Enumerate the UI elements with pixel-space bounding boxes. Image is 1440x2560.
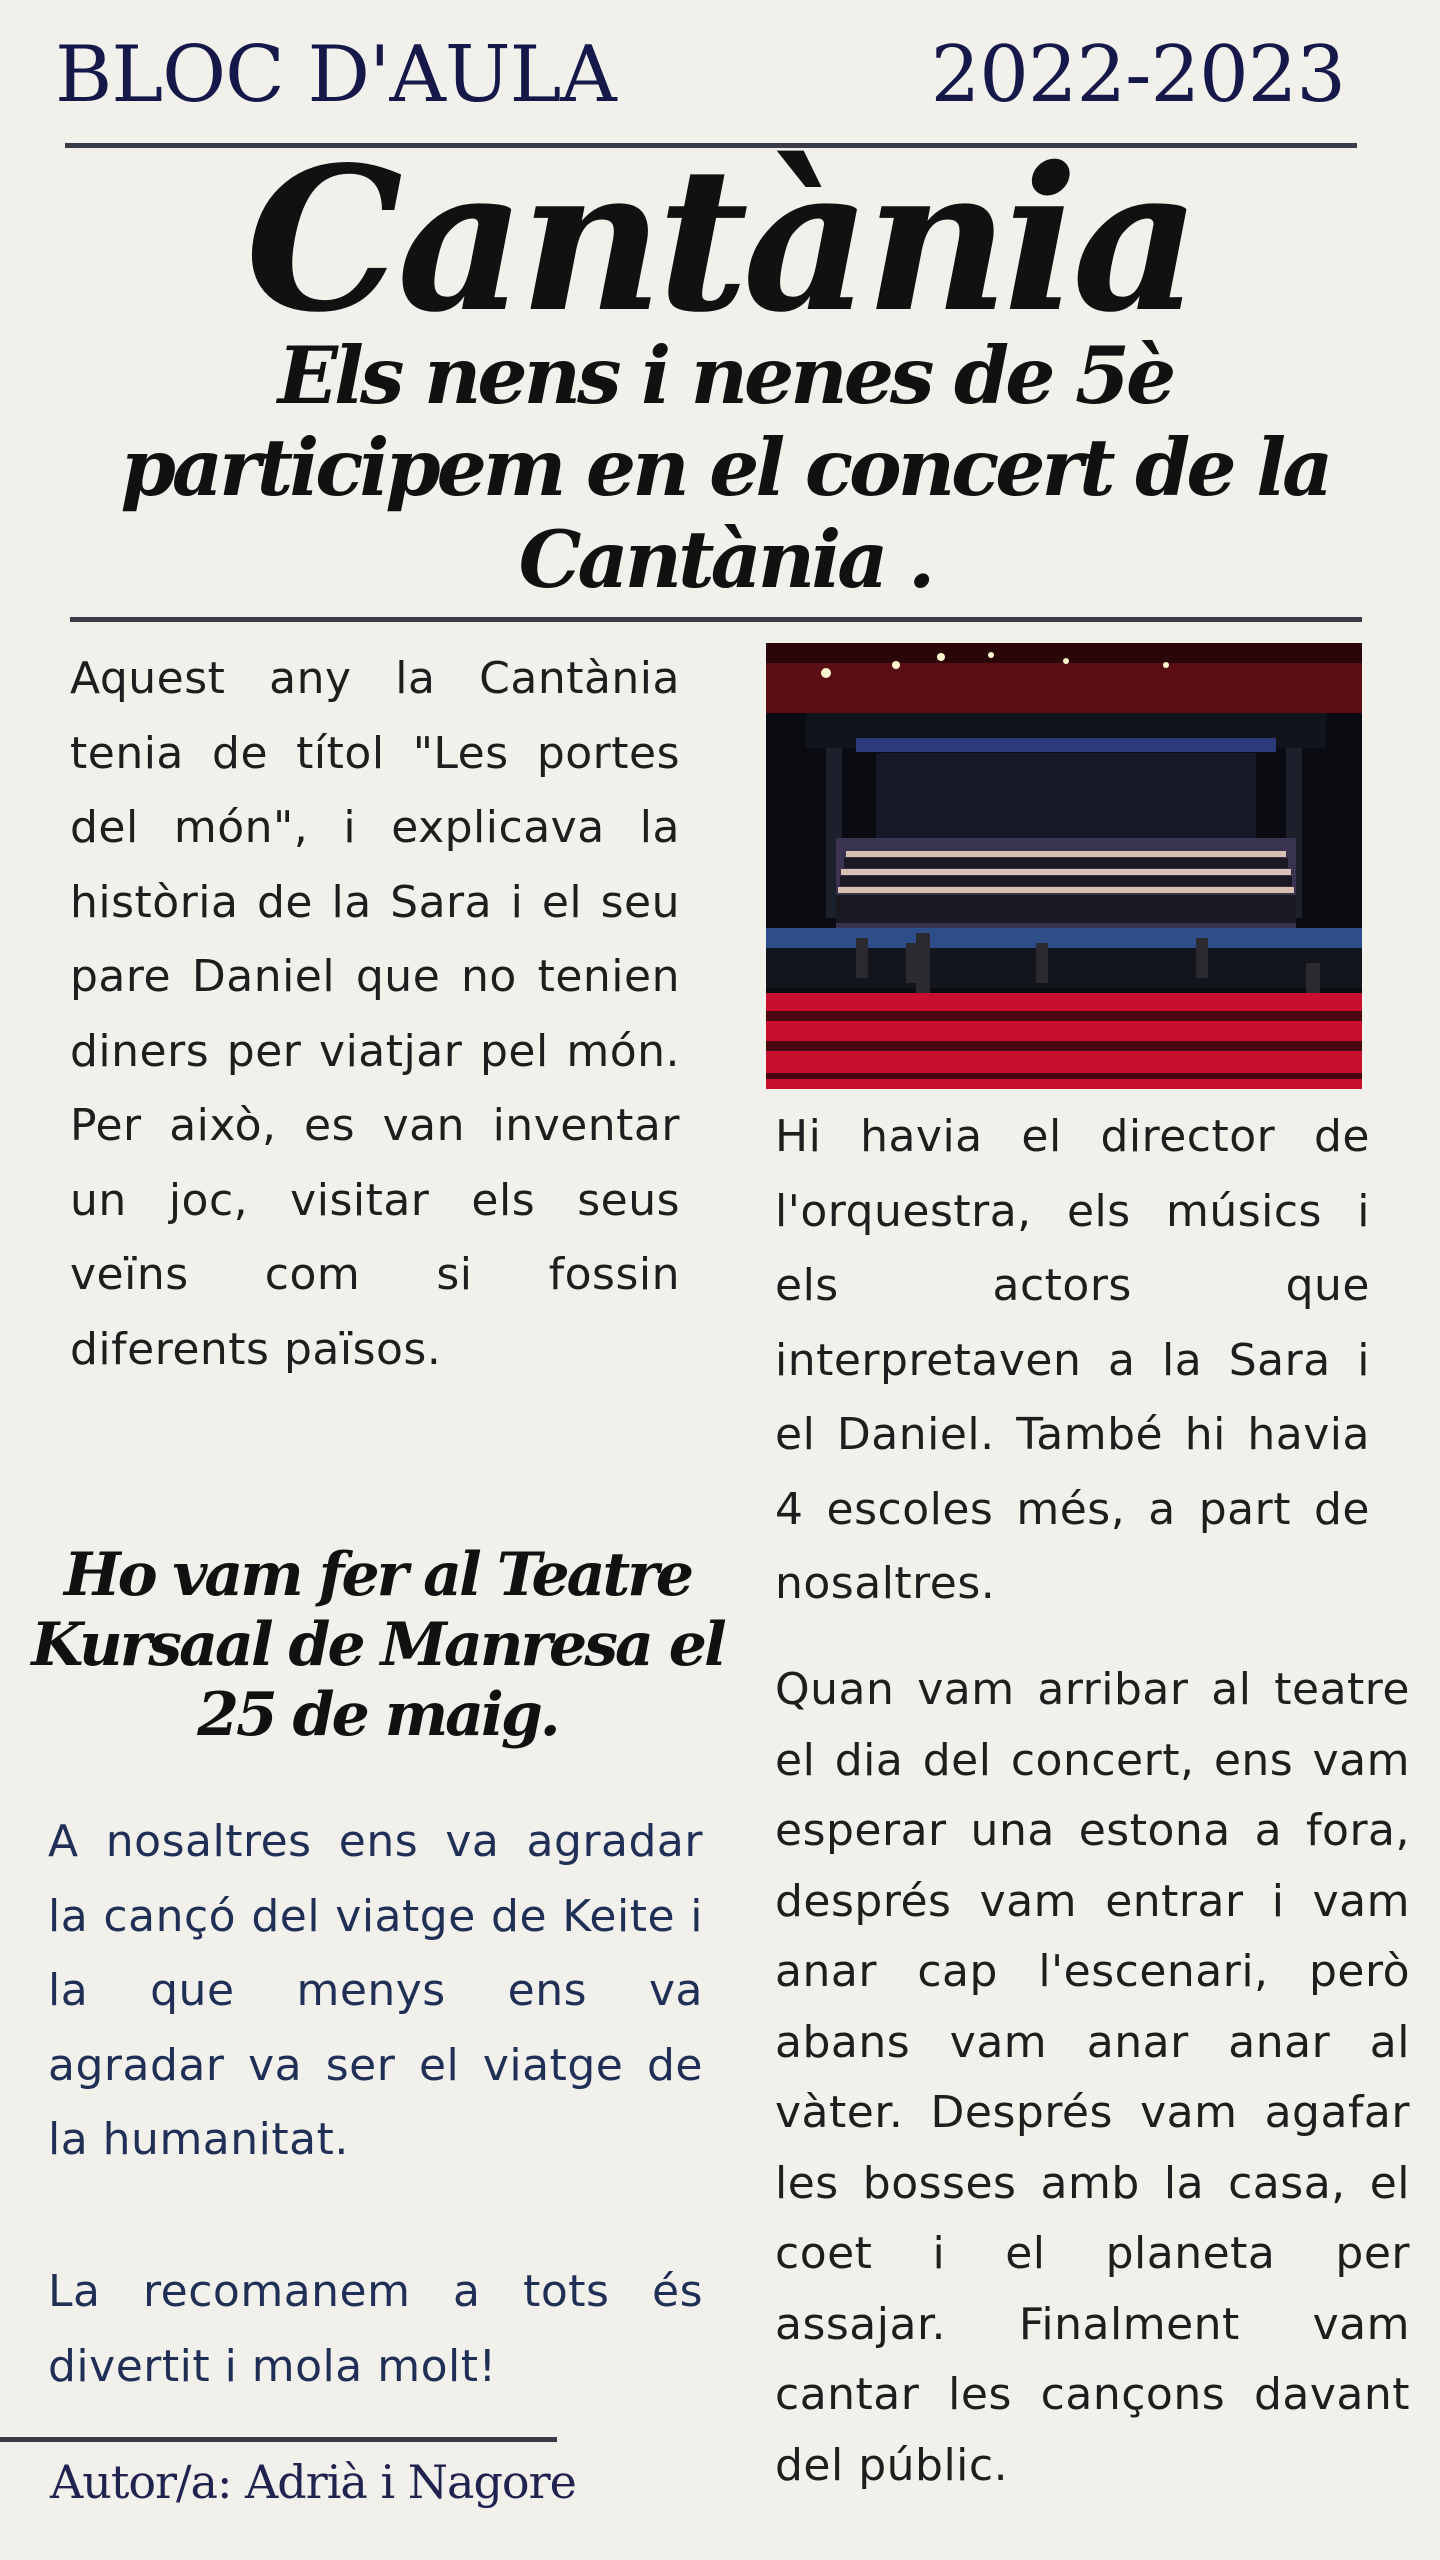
concert-photo	[766, 643, 1362, 1089]
performers-paragraph: Hi havia el director de l'orquestra, els músics i els actors que interpretaven a la Sara i el Daniel. També hi havia 4 escoles més, a part de nosaltres.	[775, 1111, 1370, 1609]
article-subtitle: Els nens i nenes de 5è participem en el concert de la Cantània .	[120, 329, 1330, 606]
section-label: BLOC D'AULA	[55, 30, 616, 120]
title-divider	[70, 617, 1362, 622]
intro-paragraph: Aquest any la Cantània tenia de títol "Les portes del món", i explicava la història de la Sara i el seu pare Daniel que no tenien diners per viatjar pel món. Per això, es van inventar un joc, visitar els seus veïns com si fossin diferents països.	[70, 653, 680, 1375]
article-title: Cantània	[245, 123, 1195, 356]
author-credit: Autor/a: Adrià i Nagore	[50, 2455, 576, 2509]
opinion-paragraph: A nosaltres ens va agradar la cançó del viatge de Keite i la que menys ens va agradar va ser el viatge de la humanitat.	[48, 1816, 703, 2165]
venue-highlight: Ho vam fer al Teatre Kursaal de Manresa el 25 de maig.	[31, 1540, 724, 1750]
author-divider	[0, 2437, 557, 2442]
recommendation-paragraph: La recomanem a tots és divertit i mola molt!	[48, 2266, 703, 2392]
concert-day-paragraph: Quan vam arribar al teatre el dia del concert, ens vam esperar una estona a fora, després vam entrar i vam anar cap l'escenari, però abans vam anar anar al vàter. Després vam agafar les bosses amb la casa, el coet i el planeta per assajar. Finalment vam cantar les cançons davant del públic.	[775, 1664, 1410, 2491]
school-year: 2022-2023	[930, 30, 1345, 120]
